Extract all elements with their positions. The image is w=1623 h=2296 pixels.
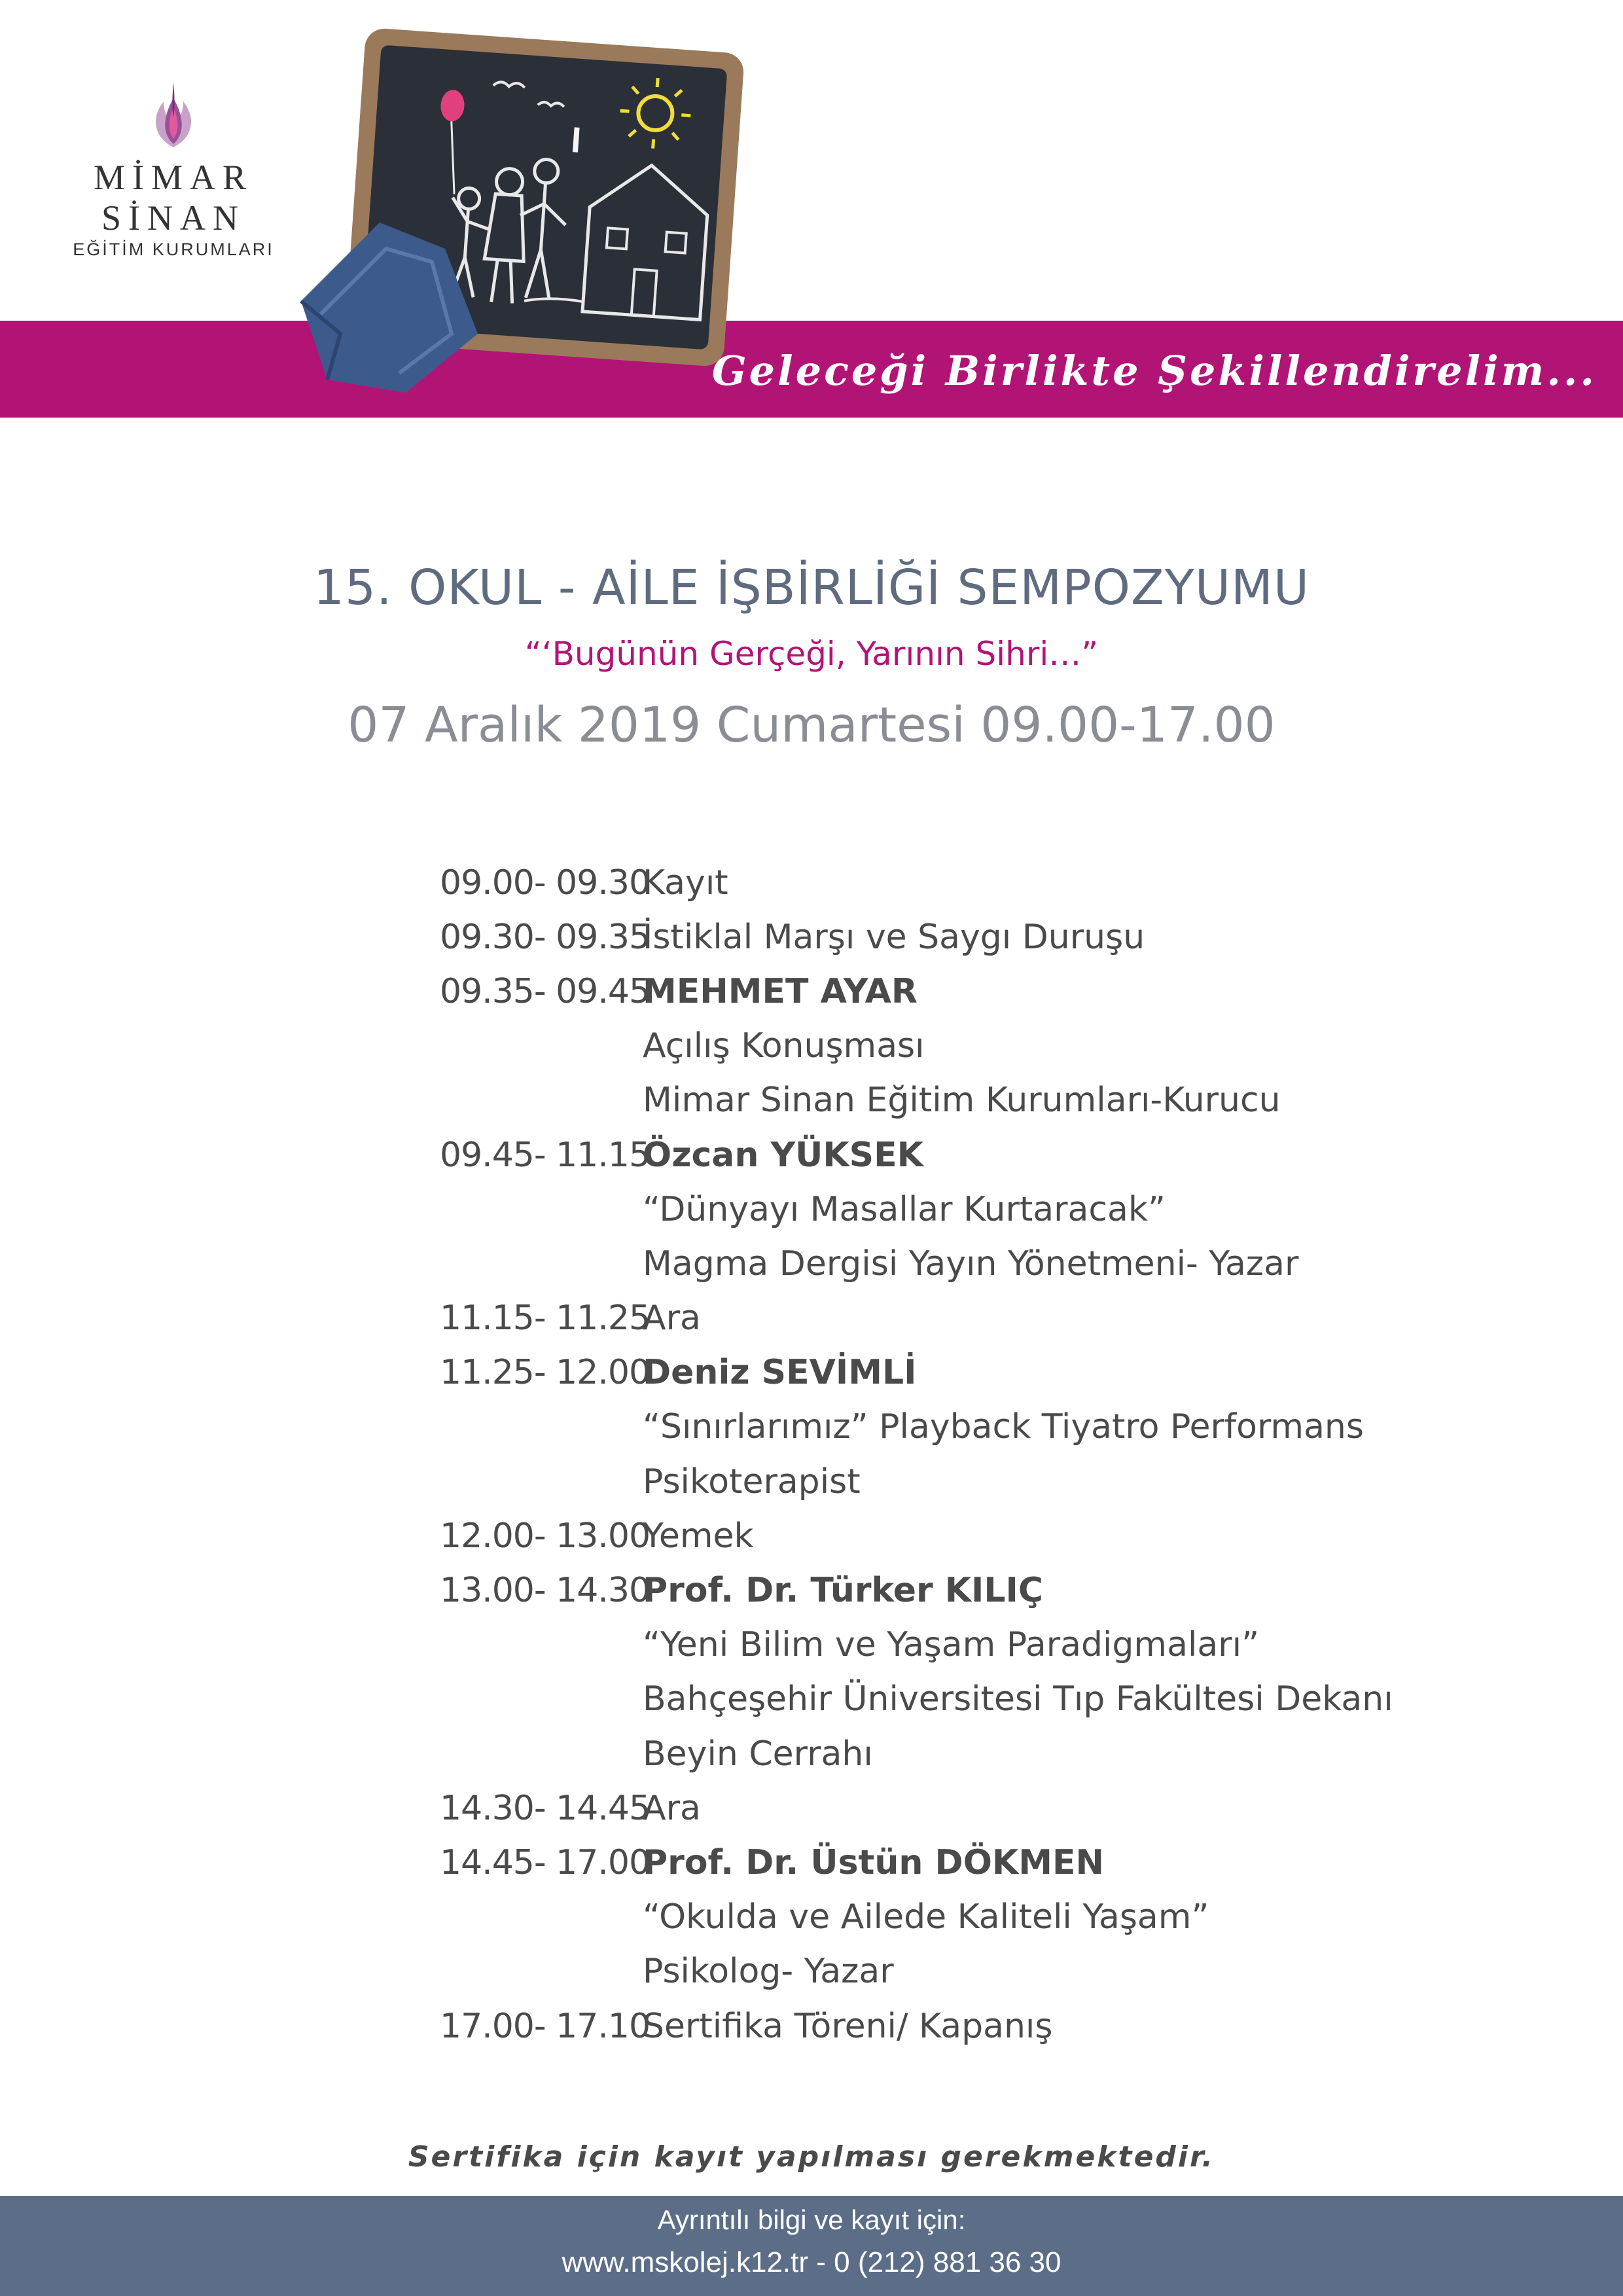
agenda-text: “Dünyayı Masallar Kurtaracak” [643,1189,1166,1229]
agenda-row [440,1727,1421,1781]
agenda-text: Yemek [643,1516,754,1556]
event-date: 07 Aralık 2019 Cumartesi 09.00-17.00 [348,697,1275,753]
agenda-row [440,1073,1421,1128]
agenda-time: 09.00- 09.30 [440,863,651,903]
agenda-row [440,1835,1421,1890]
agenda-row [440,1019,1421,1073]
agenda-text: İstiklal Marşı ve Saygı Duruşu [643,917,1145,957]
agenda-row [440,1781,1421,1835]
agenda-row [440,1509,1421,1563]
agenda-list [440,855,1421,2053]
agenda-text: Psikolog- Yazar [643,1952,894,1992]
agenda-time: 13.00- 14.30 [440,1571,651,1611]
agenda-text: “Okulda ve Ailede Kaliteli Yaşam” [643,1897,1209,1937]
agenda-text: “Sınırlarımız” Playback Tiyatro Performans [643,1407,1364,1447]
agenda-row [440,1999,1421,2053]
footer-contact[interactable]: www.mskolej.k12.tr - 0 (212) 881 36 30 [562,2246,1061,2278]
agenda-time: 11.15- 11.25 [440,1299,651,1338]
agenda-speaker: Prof. Dr. Üstün DÖKMEN [643,1842,1104,1882]
agenda-text: Mimar Sinan Eğitim Kurumları-Kurucu [643,1081,1281,1121]
agenda-time: 14.30- 14.45 [440,1788,651,1828]
agenda-time: 17.00- 17.10 [440,2006,651,2046]
agenda-row [440,1236,1421,1291]
agenda-row [440,1618,1421,1672]
agenda-row [440,1400,1421,1454]
agenda-text: “Yeni Bilim ve Yaşam Paradigmaları” [643,1625,1260,1665]
agenda-row [440,1945,1421,1999]
agenda-time: 09.45- 11.15 [440,1135,651,1175]
logo-subtitle: EĞİTİM KURUMLARI [73,240,274,259]
agenda-text: Magma Dergisi Yayın Yönetmeni- Yazar [643,1244,1299,1283]
agenda-text: Kayıt [643,863,728,903]
event-title: 15. OKUL - AİLE İŞBİRLİĞİ SEMPOZYUMU [313,560,1310,616]
agenda-row [440,1454,1421,1509]
agenda-time: 14.45- 17.00 [440,1842,651,1882]
flame-logo-icon [144,79,203,151]
agenda-row [440,1563,1421,1617]
agenda-text: Psikoterapist [643,1462,861,1501]
footer-info-label: Ayrıntılı bilgi ve kayıt için: [657,2204,966,2235]
slogan: Geleceği Birlikte Şekillendirelim... [711,347,1597,395]
agenda-text: Beyin Cerrahı [643,1734,873,1774]
agenda-speaker: Özcan YÜKSEK [643,1135,923,1175]
agenda-speaker: Prof. Dr. Türker KILIÇ [643,1571,1044,1611]
agenda-row [440,1291,1421,1346]
agenda-time: 09.30- 09.35 [440,917,651,957]
logo-name: MİMAR SİNAN [93,158,254,238]
agenda-row [440,1672,1421,1727]
agenda-row [440,910,1421,964]
certificate-note: Sertifika için kayıt yapılması gerekmektedir. [408,2140,1215,2174]
agenda-time: 11.25- 12.00 [440,1353,651,1393]
agenda-row [440,1890,1421,1945]
agenda-speaker: MEHMET AYAR [643,971,918,1011]
agenda-text: Ara [643,1788,701,1828]
agenda-row [440,964,1421,1018]
agenda-text: Bahçeşehir Üniversitesi Tıp Fakültesi Dekanı [643,1679,1393,1719]
agenda-row [440,1182,1421,1236]
agenda-row [440,1346,1421,1400]
agenda-row [440,1128,1421,1182]
event-subtitle: “‘Bugünün Gerçeği, Yarının Sihri…” [524,635,1099,673]
agenda-speaker: Deniz SEVİMLİ [643,1353,917,1393]
agenda-text: Sertifika Töreni/ Kapanış [643,2006,1053,2046]
agenda-text: Ara [643,1299,701,1338]
agenda-row [440,855,1421,910]
agenda-text: Açılış Konuşması [643,1026,925,1066]
agenda-time: 12.00- 13.00 [440,1516,651,1556]
agenda-time: 09.35- 09.45 [440,971,651,1011]
chalkboard-illustration [281,26,753,406]
